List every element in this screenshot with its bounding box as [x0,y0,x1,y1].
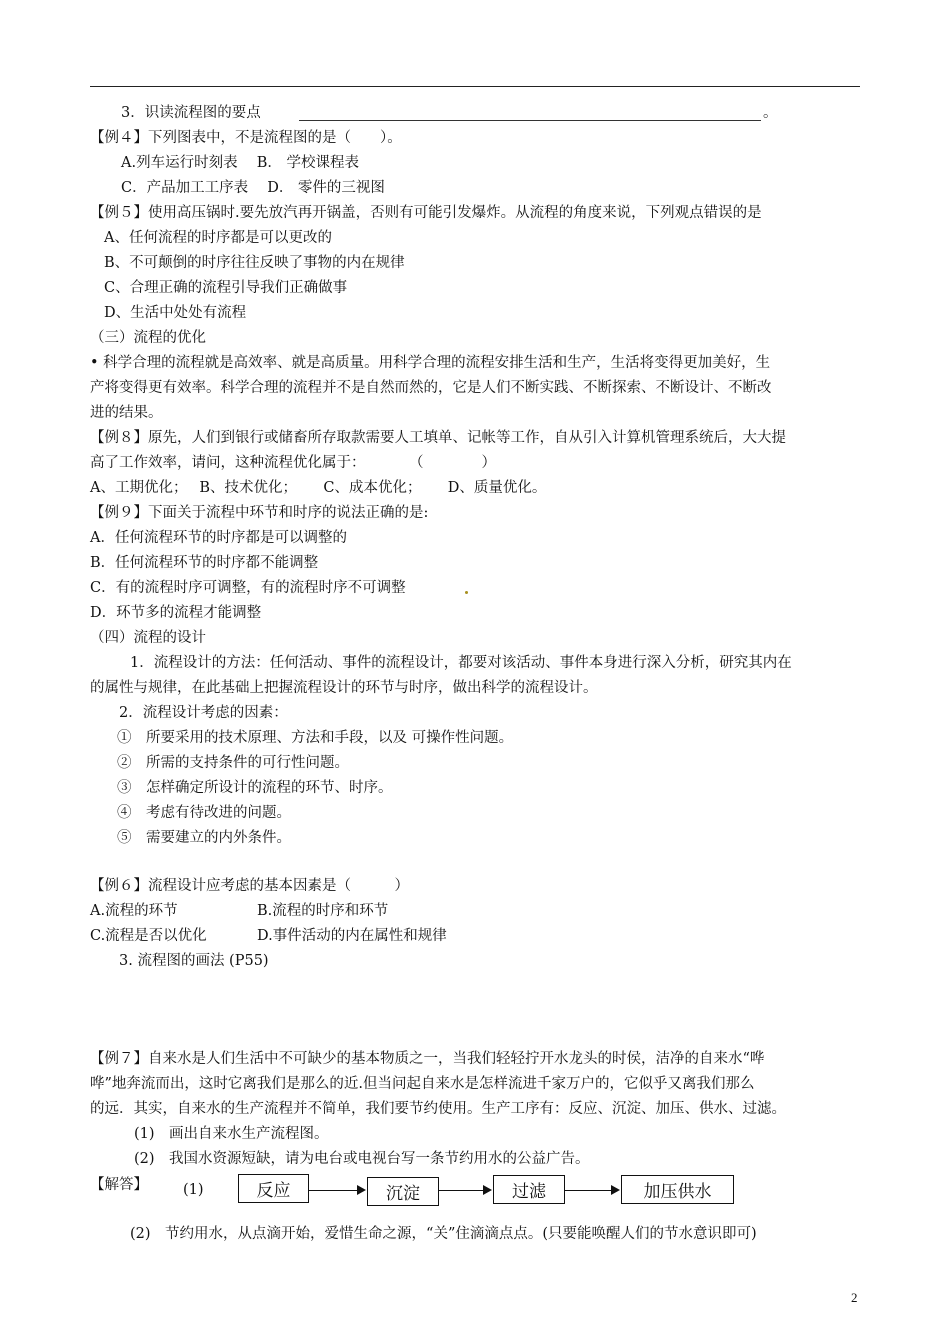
flowchart-drawing-method: 3. 流程图的画法 (P55) [119,953,269,969]
example-7-line-1: 【例７】自来水是人们生活中不可缺少的基本物质之一，当我们轻轻拧开水龙头的时侯，洁净的自来水“哗 [90,1051,765,1067]
answer-2: (2) 节约用水，从点滴开始，爱惜生命之源，“关”住滴滴点点。(只要能唤醒人们的节水意识即可) [130,1226,757,1242]
example-5-question: 【例５】使用高压锅时.要先放汽再开锅盖，否则有可能引发爆炸。从流程的角度来说，下列观点错误的是 [90,205,762,221]
example-5-option-d: D、生活中处处有流程 [104,305,247,321]
example-5-option-b: B、不可颠倒的时序往往反映了事物的内在规律 [104,255,405,271]
design-factor-4: ④ 考虑有待改进的问题。 [117,805,291,821]
example-4-question: 【例４】下列图表中，不是流程图的是（ ）。 [90,130,402,146]
example-9-option-b: B．任何流程环节的时序都不能调整 [90,555,319,571]
flow-step-pressurized-supply: 加压供水 [621,1175,734,1204]
optimization-heading: （三）流程的优化 [90,330,206,346]
example-7-question-2: (2) 我国水资源短缺，请为电台或电视台写一条节约用水的公益广告。 [134,1151,590,1167]
answer-label: 【解答】 [90,1177,148,1193]
example-4-options-1: A.列车运行时刻表 B． 学校课程表 [121,155,359,171]
example-7-question-1: (1) 画出自来水生产流程图。 [134,1126,329,1142]
flow-arrow [309,1190,364,1191]
design-method-line-1: 1．流程设计的方法：任何活动、事件的流程设计，都要对该活动、事件本身进行深入分析，研究其内在 [130,655,792,671]
optimization-paragraph-line-3: 进的结果。 [90,405,163,421]
design-factor-1: ① 所要采用的技术原理、方法和手段，以及 可操作性问题。 [117,730,514,746]
example-8-question-line-2: 高了工作效率，请问，这种流程优化属于： （ ） [90,455,496,471]
design-factor-2: ② 所需的支持条件的可行性问题。 [117,755,349,771]
marker-dot [465,591,468,594]
design-factors-title: 2．流程设计考虑的因素： [119,705,288,721]
example-9-option-c: C．有的流程时序可调整，有的流程时序不可调整 [90,580,406,596]
flow-arrow [565,1190,618,1191]
example-9-option-d: D．环节多的流程才能调整 [90,605,262,621]
optimization-paragraph-line-2: 产将变得更有效率。科学合理的流程并不是自然而然的，它是人们不断实践、不断探索、不断设计、不断改 [90,380,772,396]
optimization-paragraph-line-1: • 科学合理的流程就是高效率、就是高质量。用科学合理的流程安排生活和生产，生活将变得更加美好，生 [90,355,771,371]
example-6-option-a: A.流程的环节 [90,903,178,919]
heading-end-mark: 。 [763,105,778,121]
header-rule [90,86,860,87]
example-7-line-3: 的远．其实，自来水的生产流程并不简单，我们要节约使用。生产工序有：反应、沉淀、加压、供水、过滤。 [90,1101,786,1117]
example-6-option-c: C.流程是否以优化 [90,928,207,944]
flow-arrow [439,1190,490,1191]
example-6-option-d: D.事件活动的内在属性和规律 [257,928,447,944]
example-6-option-b: B.流程的时序和环节 [257,903,389,919]
example-5-option-a: A、任何流程的时序都是可以更改的 [104,230,332,246]
example-5-option-c: C、合理正确的流程引导我们正确做事 [104,280,348,296]
flow-step-reaction: 反应 [238,1174,309,1203]
example-8-question-line-1: 【例８】原先，人们到银行或储畜所存取款需要人工填单、记帐等工作，自从引入计算机管理系统后，大大提 [90,430,786,446]
design-method-line-2: 的属性与规律，在此基础上把握流程设计的环节与时序，做出科学的流程设计。 [90,680,598,696]
example-8-options: A、工期优化； B、技术优化； C、成本优化； D、质量优化。 [90,480,547,496]
example-4-options-2: C．产品加工工序表 D． 零件的三视图 [121,180,385,196]
answer-number: (1) [183,1182,204,1198]
example-7-line-2: 哗”地奔流而出，这时它离我们是那么的近.但当问起自来水是怎样流进千家万户的，它似乎又离我们那么 [90,1076,755,1092]
flow-step-filtration: 过滤 [493,1175,565,1204]
example-6-question: 【例６】流程设计应考虑的基本因素是（ ） [90,878,409,894]
flow-step-sedimentation: 沉淀 [367,1177,439,1206]
design-factor-3: ③ 怎样确定所设计的流程的环节、时序。 [117,780,393,796]
page-number: 2 [851,1290,858,1305]
section-heading: 3．识读流程图的要点 [121,105,261,121]
answer-blank-line [299,120,761,121]
design-heading: （四）流程的设计 [90,630,206,646]
example-9-question: 【例９】下面关于流程中环节和时序的说法正确的是: [90,505,429,521]
design-factor-5: ⑤ 需要建立的内外条件。 [117,830,291,846]
example-9-option-a: A．任何流程环节的时序都是可以调整的 [90,530,347,546]
